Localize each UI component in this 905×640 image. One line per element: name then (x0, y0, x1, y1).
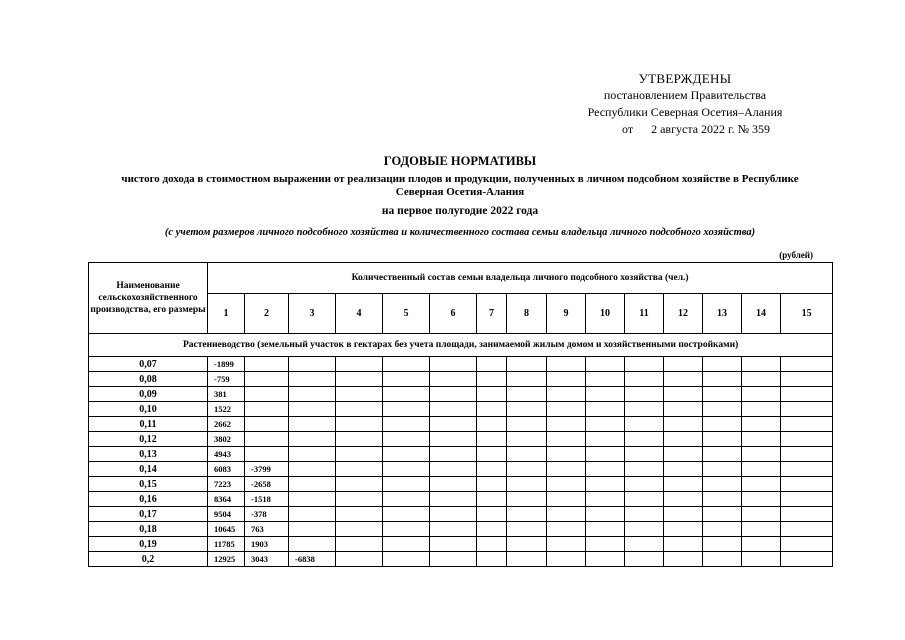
unit-label: (рублей) (779, 250, 813, 260)
row-label: 0,19 (89, 537, 208, 552)
table-cell: 10645 (208, 522, 245, 537)
column-number-header: 6 (430, 294, 477, 334)
table-cell (477, 477, 507, 492)
table-cell (430, 522, 477, 537)
table-cell (625, 507, 664, 522)
table-cell (289, 372, 336, 387)
table-cell: 9504 (208, 507, 245, 522)
column-number-header: 10 (586, 294, 625, 334)
table-row (89, 372, 833, 387)
table-cell (664, 402, 703, 417)
row-label: 0,17 (89, 507, 208, 522)
table-cell (336, 432, 383, 447)
table-cell: -2658 (245, 477, 289, 492)
table-cell (625, 477, 664, 492)
table-cell (430, 507, 477, 522)
row-label: 0,16 (89, 492, 208, 507)
table-cell (245, 432, 289, 447)
row-label: 0,08 (89, 372, 208, 387)
table-cell (781, 387, 833, 402)
document-note: (с учетом размеров личного подсобного хозяйства и количественного состава семьи владельца личного подсобного хозяйства) (164, 227, 756, 238)
table-cell (703, 537, 742, 552)
table-cell (289, 492, 336, 507)
table-cell (781, 357, 833, 372)
table-cell (586, 492, 625, 507)
table-cell (383, 507, 430, 522)
table-cell (781, 507, 833, 522)
table-cell (289, 507, 336, 522)
table-cell (547, 357, 586, 372)
table-cell (742, 372, 781, 387)
table-cell (336, 522, 383, 537)
table-cell (664, 387, 703, 402)
table-cell (245, 447, 289, 462)
table-cell (477, 357, 507, 372)
table-cell (477, 522, 507, 537)
table-cell (586, 447, 625, 462)
table-cell (703, 372, 742, 387)
table-cell (781, 477, 833, 492)
table-cell (383, 462, 430, 477)
table-row (89, 507, 833, 522)
table-cell (336, 417, 383, 432)
table-cell (703, 507, 742, 522)
table-cell (289, 402, 336, 417)
table-cell (245, 372, 289, 387)
table-cell (336, 477, 383, 492)
table-cell (586, 537, 625, 552)
table-cell (477, 462, 507, 477)
table-cell (430, 417, 477, 432)
table-row (89, 537, 833, 552)
table-row (89, 447, 833, 462)
table-cell (625, 387, 664, 402)
table-cell: 6083 (208, 462, 245, 477)
table-cell (507, 387, 547, 402)
table-cell (430, 357, 477, 372)
table-cell (625, 357, 664, 372)
column-number-header: 4 (336, 294, 383, 334)
table-cell (586, 552, 625, 567)
table-cell (664, 372, 703, 387)
table-cell (703, 447, 742, 462)
table-cell (547, 417, 586, 432)
table-cell (289, 387, 336, 402)
table-cell (477, 417, 507, 432)
family-size-header: Количественный состав семьи владельца личного подсобного хозяйства (чел.) (208, 263, 833, 294)
table-cell (383, 537, 430, 552)
table-cell: 3802 (208, 432, 245, 447)
table-cell (547, 402, 586, 417)
table-cell (507, 357, 547, 372)
table-cell (430, 432, 477, 447)
table-cell (703, 477, 742, 492)
section-header: Растениеводство (земельный участок в гектарах без учета площади, занимаемой жилым домом и хозяйственными постройками) (89, 334, 833, 357)
table-cell (245, 417, 289, 432)
table-cell: -6838 (289, 552, 336, 567)
table-cell (742, 402, 781, 417)
table-cell (742, 432, 781, 447)
table-cell (383, 357, 430, 372)
approval-stamp (560, 70, 810, 138)
row-label: 0,15 (89, 477, 208, 492)
table-cell: 2662 (208, 417, 245, 432)
row-label: 0,07 (89, 357, 208, 372)
column-number-header: 15 (781, 294, 833, 334)
table-cell (383, 432, 430, 447)
table-cell (586, 522, 625, 537)
table-cell (703, 432, 742, 447)
approval-line-2: Республики Северная Осетия–Алания (587, 105, 783, 119)
table-cell (245, 402, 289, 417)
table-cell (586, 417, 625, 432)
table-cell (477, 372, 507, 387)
norms-table (88, 262, 833, 567)
table-cell (477, 492, 507, 507)
table-cell (547, 537, 586, 552)
table-cell (289, 477, 336, 492)
table-cell (664, 522, 703, 537)
table-cell (586, 432, 625, 447)
table-cell (547, 372, 586, 387)
table-cell (289, 537, 336, 552)
table-cell: 381 (208, 387, 245, 402)
name-column-header: Наименование сельскохозяйственного производства, его размеры (89, 263, 208, 334)
table-cell (289, 432, 336, 447)
table-cell (586, 357, 625, 372)
table-cell (430, 462, 477, 477)
table-cell (383, 372, 430, 387)
table-cell (547, 522, 586, 537)
table-cell (430, 402, 477, 417)
table-cell (703, 417, 742, 432)
column-number-header: 11 (625, 294, 664, 334)
table-cell (547, 507, 586, 522)
table-cell (703, 357, 742, 372)
table-cell (245, 357, 289, 372)
table-cell (742, 477, 781, 492)
row-label: 0,10 (89, 402, 208, 417)
table-cell (742, 492, 781, 507)
column-number-header: 9 (547, 294, 586, 334)
table-cell (742, 462, 781, 477)
table-cell (781, 492, 833, 507)
table-cell (703, 552, 742, 567)
table-cell (625, 447, 664, 462)
table-cell: -1899 (208, 357, 245, 372)
table-cell (507, 537, 547, 552)
table-cell (742, 387, 781, 402)
table-cell (547, 552, 586, 567)
table-row (89, 402, 833, 417)
table-cell (430, 537, 477, 552)
column-number-header: 13 (703, 294, 742, 334)
column-number-header: 7 (477, 294, 507, 334)
table-cell (336, 357, 383, 372)
table-row (89, 357, 833, 372)
table-cell (507, 477, 547, 492)
table-cell (586, 387, 625, 402)
document-subtitle: чистого дохода в стоимостном выражении от реализации плодов и продукции, полученных в личном подсобном хозяйстве в Республике Северная Осетия-Алания (121, 173, 799, 198)
table-cell (336, 492, 383, 507)
table-cell (703, 522, 742, 537)
table-cell (742, 357, 781, 372)
table-cell: 8364 (208, 492, 245, 507)
table-cell (625, 432, 664, 447)
table-cell (507, 492, 547, 507)
table-cell (477, 387, 507, 402)
row-label: 0,11 (89, 417, 208, 432)
table-cell (383, 552, 430, 567)
table-cell (664, 537, 703, 552)
row-label: 0,14 (89, 462, 208, 477)
table-row (89, 387, 833, 402)
table-cell: 12925 (208, 552, 245, 567)
table-cell (547, 387, 586, 402)
table-cell (383, 477, 430, 492)
approval-heading: УТВЕРЖДЕНЫ (638, 71, 732, 86)
table-cell (742, 522, 781, 537)
column-number-header: 1 (208, 294, 245, 334)
table-cell (703, 387, 742, 402)
table-cell: 3043 (245, 552, 289, 567)
table-cell (742, 537, 781, 552)
table-cell (430, 477, 477, 492)
table-cell (507, 462, 547, 477)
table-cell (477, 507, 507, 522)
table-cell (507, 372, 547, 387)
approval-line-1: постановлением Правительства (603, 88, 767, 102)
table-cell (336, 447, 383, 462)
document-period: на первое полугодие 2022 года (381, 205, 539, 217)
column-number-header: 8 (507, 294, 547, 334)
table-cell (586, 402, 625, 417)
table-cell (625, 537, 664, 552)
approval-date: от 2 августа 2022 г. № 359 (622, 122, 771, 136)
table-cell (336, 402, 383, 417)
table-cell (625, 492, 664, 507)
row-label: 0,13 (89, 447, 208, 462)
table-cell (547, 492, 586, 507)
table-cell: -1518 (245, 492, 289, 507)
table-cell (625, 372, 664, 387)
table-cell (430, 372, 477, 387)
table-cell (664, 417, 703, 432)
table-cell (507, 447, 547, 462)
table-cell (336, 372, 383, 387)
table-cell (383, 402, 430, 417)
table-cell (547, 432, 586, 447)
table-row (89, 417, 833, 432)
table-cell (383, 447, 430, 462)
table-cell (383, 387, 430, 402)
table-cell (477, 402, 507, 417)
table-cell (625, 552, 664, 567)
table-cell (781, 432, 833, 447)
table-cell (289, 522, 336, 537)
table-cell (664, 507, 703, 522)
table-cell (781, 522, 833, 537)
table-cell (625, 462, 664, 477)
table-cell: -759 (208, 372, 245, 387)
table-cell (781, 537, 833, 552)
table-cell (430, 492, 477, 507)
table-cell (477, 447, 507, 462)
table-cell (289, 417, 336, 432)
table-cell: -3799 (245, 462, 289, 477)
table-cell (507, 522, 547, 537)
table-cell: 763 (245, 522, 289, 537)
table-cell (507, 552, 547, 567)
table-cell (507, 417, 547, 432)
table-cell: 1903 (245, 537, 289, 552)
table-cell (430, 387, 477, 402)
table-cell (781, 462, 833, 477)
table-cell (586, 372, 625, 387)
table-cell (625, 402, 664, 417)
table-cell (547, 447, 586, 462)
table-cell (336, 537, 383, 552)
table-cell (625, 417, 664, 432)
table-cell (289, 462, 336, 477)
table-cell (477, 552, 507, 567)
table-cell: 11785 (208, 537, 245, 552)
table-cell (586, 477, 625, 492)
table-cell (664, 447, 703, 462)
table-row (89, 522, 833, 537)
table-cell (625, 522, 664, 537)
row-label: 0,12 (89, 432, 208, 447)
table-cell (703, 402, 742, 417)
table-cell (547, 477, 586, 492)
table-cell (507, 432, 547, 447)
table-cell (430, 552, 477, 567)
document-title-block (90, 154, 830, 238)
table-cell (336, 462, 383, 477)
table-cell (664, 357, 703, 372)
column-number-header: 3 (289, 294, 336, 334)
table-cell (664, 432, 703, 447)
column-number-header: 2 (245, 294, 289, 334)
table-cell (586, 507, 625, 522)
table-cell (781, 372, 833, 387)
table-cell (507, 507, 547, 522)
table-row (89, 432, 833, 447)
table-cell (703, 462, 742, 477)
column-number-header: 5 (383, 294, 430, 334)
table-cell: 1522 (208, 402, 245, 417)
table-cell (547, 462, 586, 477)
table-cell (664, 462, 703, 477)
table-cell: 4943 (208, 447, 245, 462)
row-label: 0,18 (89, 522, 208, 537)
row-label: 0,2 (89, 552, 208, 567)
table-cell: -378 (245, 507, 289, 522)
table-cell (703, 492, 742, 507)
table-cell (781, 417, 833, 432)
table-row (89, 552, 833, 567)
column-number-header: 14 (742, 294, 781, 334)
document-title: ГОДОВЫЕ НОРМАТИВЫ (383, 154, 537, 168)
table-row (89, 477, 833, 492)
table-cell (781, 447, 833, 462)
table-cell (742, 447, 781, 462)
table-cell (430, 447, 477, 462)
table-cell (383, 522, 430, 537)
table-cell (245, 387, 289, 402)
table-cell (742, 507, 781, 522)
table-cell (664, 477, 703, 492)
table-cell (336, 552, 383, 567)
table-cell (781, 552, 833, 567)
table-row (89, 462, 833, 477)
table-cell (781, 402, 833, 417)
table-cell (477, 537, 507, 552)
table-cell (336, 387, 383, 402)
table-cell (383, 417, 430, 432)
column-number-header: 12 (664, 294, 703, 334)
table-cell (477, 432, 507, 447)
table-cell (586, 462, 625, 477)
table-cell (289, 357, 336, 372)
table-row (89, 492, 833, 507)
table-cell: 7223 (208, 477, 245, 492)
table-cell (289, 447, 336, 462)
table-cell (664, 492, 703, 507)
row-label: 0,09 (89, 387, 208, 402)
table-cell (507, 402, 547, 417)
table-cell (336, 507, 383, 522)
table-cell (664, 552, 703, 567)
table-cell (383, 492, 430, 507)
table-cell (742, 417, 781, 432)
table-cell (742, 552, 781, 567)
